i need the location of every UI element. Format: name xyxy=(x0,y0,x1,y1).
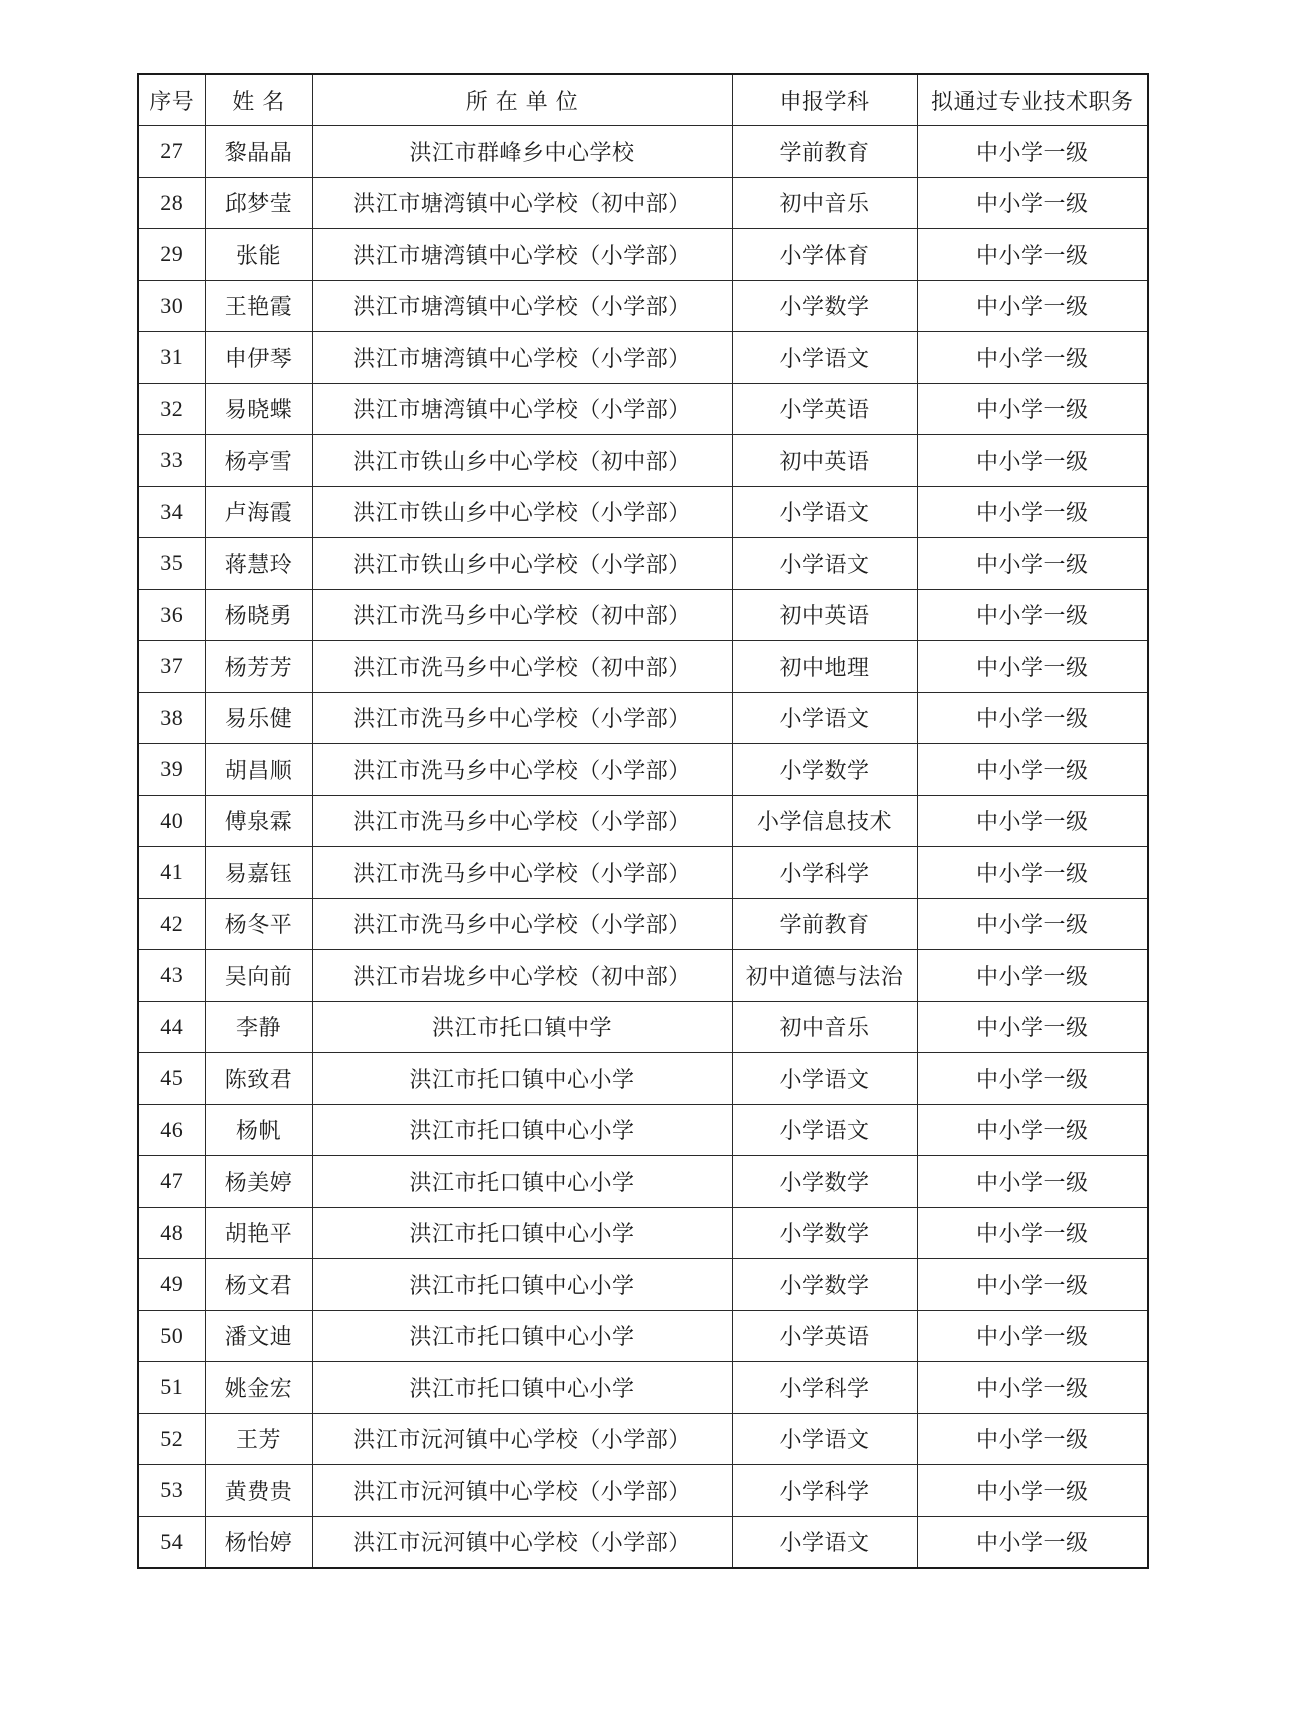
cell-seq: 40 xyxy=(138,795,205,847)
table-row xyxy=(138,1413,1148,1465)
cell-name: 杨芳芳 xyxy=(205,641,312,693)
cell-unit: 洪江市塘湾镇中心学校（小学部） xyxy=(312,383,732,435)
cell-subject: 小学语文 xyxy=(732,1516,917,1568)
cell-unit: 洪江市铁山乡中心学校（小学部） xyxy=(312,486,732,538)
cell-subject: 小学数学 xyxy=(732,1207,917,1259)
cell-name: 陈致君 xyxy=(205,1053,312,1105)
cell-unit: 洪江市铁山乡中心学校（初中部） xyxy=(312,435,732,487)
cell-unit: 洪江市洗马乡中心学校（小学部） xyxy=(312,847,732,899)
cell-seq: 51 xyxy=(138,1362,205,1414)
cell-post: 中小学一级 xyxy=(917,538,1148,590)
cell-subject: 小学英语 xyxy=(732,1310,917,1362)
cell-post: 中小学一级 xyxy=(917,1207,1148,1259)
table-row xyxy=(138,280,1148,332)
cell-subject: 小学语文 xyxy=(732,332,917,384)
table-row xyxy=(138,1156,1148,1208)
cell-seq: 35 xyxy=(138,538,205,590)
table-row xyxy=(138,1001,1148,1053)
table-row xyxy=(138,898,1148,950)
cell-post: 中小学一级 xyxy=(917,383,1148,435)
cell-seq: 43 xyxy=(138,950,205,1002)
cell-name: 杨帆 xyxy=(205,1104,312,1156)
cell-unit: 洪江市塘湾镇中心学校（小学部） xyxy=(312,280,732,332)
cell-post: 中小学一级 xyxy=(917,898,1148,950)
cell-unit: 洪江市托口镇中学 xyxy=(312,1001,732,1053)
cell-name: 易嘉钰 xyxy=(205,847,312,899)
title-approval-table xyxy=(137,73,1149,1569)
cell-unit: 洪江市托口镇中心小学 xyxy=(312,1310,732,1362)
cell-seq: 54 xyxy=(138,1516,205,1568)
table-row xyxy=(138,795,1148,847)
cell-subject: 初中英语 xyxy=(732,435,917,487)
cell-seq: 49 xyxy=(138,1259,205,1311)
cell-unit: 洪江市洗马乡中心学校（小学部） xyxy=(312,744,732,796)
cell-name: 杨美婷 xyxy=(205,1156,312,1208)
cell-post: 中小学一级 xyxy=(917,692,1148,744)
cell-name: 申伊琴 xyxy=(205,332,312,384)
cell-name: 卢海霞 xyxy=(205,486,312,538)
table-row xyxy=(138,1053,1148,1105)
cell-name: 黄费贵 xyxy=(205,1465,312,1517)
cell-unit: 洪江市托口镇中心小学 xyxy=(312,1259,732,1311)
cell-seq: 34 xyxy=(138,486,205,538)
cell-subject: 小学数学 xyxy=(732,280,917,332)
cell-name: 胡艳平 xyxy=(205,1207,312,1259)
cell-seq: 38 xyxy=(138,692,205,744)
cell-unit: 洪江市群峰乡中心学校 xyxy=(312,126,732,178)
cell-subject: 小学数学 xyxy=(732,1259,917,1311)
cell-unit: 洪江市塘湾镇中心学校（小学部） xyxy=(312,229,732,281)
cell-unit: 洪江市托口镇中心小学 xyxy=(312,1362,732,1414)
cell-subject: 初中音乐 xyxy=(732,1001,917,1053)
table-row xyxy=(138,126,1148,178)
cell-seq: 29 xyxy=(138,229,205,281)
table-row xyxy=(138,692,1148,744)
cell-post: 中小学一级 xyxy=(917,589,1148,641)
cell-name: 邱梦莹 xyxy=(205,177,312,229)
cell-seq: 48 xyxy=(138,1207,205,1259)
cell-name: 蒋慧玲 xyxy=(205,538,312,590)
cell-name: 胡昌顺 xyxy=(205,744,312,796)
cell-unit: 洪江市塘湾镇中心学校（初中部） xyxy=(312,177,732,229)
header-name: 姓 名 xyxy=(205,74,312,126)
cell-subject: 小学语文 xyxy=(732,486,917,538)
table-row xyxy=(138,847,1148,899)
cell-seq: 44 xyxy=(138,1001,205,1053)
cell-subject: 小学语文 xyxy=(732,692,917,744)
header-unit: 所 在 单 位 xyxy=(312,74,732,126)
cell-subject: 初中音乐 xyxy=(732,177,917,229)
cell-post: 中小学一级 xyxy=(917,1465,1148,1517)
cell-name: 易乐健 xyxy=(205,692,312,744)
table-row xyxy=(138,1362,1148,1414)
cell-post: 中小学一级 xyxy=(917,126,1148,178)
cell-post: 中小学一级 xyxy=(917,1362,1148,1414)
table-body xyxy=(138,126,1148,1569)
table-row xyxy=(138,950,1148,1002)
cell-seq: 47 xyxy=(138,1156,205,1208)
cell-post: 中小学一级 xyxy=(917,1156,1148,1208)
cell-post: 中小学一级 xyxy=(917,229,1148,281)
cell-post: 中小学一级 xyxy=(917,1516,1148,1568)
table-row xyxy=(138,1310,1148,1362)
cell-post: 中小学一级 xyxy=(917,641,1148,693)
table-row xyxy=(138,744,1148,796)
cell-unit: 洪江市沅河镇中心学校（小学部） xyxy=(312,1516,732,1568)
cell-subject: 小学语文 xyxy=(732,1104,917,1156)
cell-name: 易晓蝶 xyxy=(205,383,312,435)
cell-unit: 洪江市洗马乡中心学校（初中部） xyxy=(312,641,732,693)
header-subject: 申报学科 xyxy=(732,74,917,126)
cell-seq: 52 xyxy=(138,1413,205,1465)
header-seq: 序号 xyxy=(138,74,205,126)
cell-subject: 小学数学 xyxy=(732,1156,917,1208)
cell-post: 中小学一级 xyxy=(917,1310,1148,1362)
cell-subject: 小学信息技术 xyxy=(732,795,917,847)
cell-unit: 洪江市洗马乡中心学校（小学部） xyxy=(312,898,732,950)
cell-subject: 小学语文 xyxy=(732,1413,917,1465)
cell-seq: 53 xyxy=(138,1465,205,1517)
cell-post: 中小学一级 xyxy=(917,950,1148,1002)
cell-unit: 洪江市洗马乡中心学校（小学部） xyxy=(312,795,732,847)
cell-name: 王芳 xyxy=(205,1413,312,1465)
cell-unit: 洪江市沅河镇中心学校（小学部） xyxy=(312,1465,732,1517)
cell-name: 李静 xyxy=(205,1001,312,1053)
cell-seq: 30 xyxy=(138,280,205,332)
cell-seq: 45 xyxy=(138,1053,205,1105)
cell-seq: 28 xyxy=(138,177,205,229)
cell-post: 中小学一级 xyxy=(917,177,1148,229)
cell-post: 中小学一级 xyxy=(917,1259,1148,1311)
cell-seq: 39 xyxy=(138,744,205,796)
cell-subject: 小学科学 xyxy=(732,1362,917,1414)
table-row xyxy=(138,383,1148,435)
cell-subject: 学前教育 xyxy=(732,898,917,950)
cell-name: 黎晶晶 xyxy=(205,126,312,178)
cell-unit: 洪江市托口镇中心小学 xyxy=(312,1156,732,1208)
cell-name: 杨怡婷 xyxy=(205,1516,312,1568)
cell-name: 杨冬平 xyxy=(205,898,312,950)
table-row xyxy=(138,332,1148,384)
cell-name: 王艳霞 xyxy=(205,280,312,332)
cell-subject: 小学科学 xyxy=(732,847,917,899)
table-row xyxy=(138,538,1148,590)
cell-seq: 46 xyxy=(138,1104,205,1156)
cell-seq: 31 xyxy=(138,332,205,384)
cell-name: 吴向前 xyxy=(205,950,312,1002)
table-header xyxy=(138,74,1148,126)
header-post: 拟通过专业技术职务 xyxy=(917,74,1148,126)
cell-seq: 27 xyxy=(138,126,205,178)
cell-seq: 37 xyxy=(138,641,205,693)
header-row xyxy=(138,74,1148,126)
cell-name: 杨亭雪 xyxy=(205,435,312,487)
cell-unit: 洪江市岩垅乡中心学校（初中部） xyxy=(312,950,732,1002)
cell-post: 中小学一级 xyxy=(917,847,1148,899)
cell-subject: 初中道德与法治 xyxy=(732,950,917,1002)
cell-unit: 洪江市沅河镇中心学校（小学部） xyxy=(312,1413,732,1465)
cell-subject: 初中英语 xyxy=(732,589,917,641)
cell-subject: 学前教育 xyxy=(732,126,917,178)
cell-unit: 洪江市塘湾镇中心学校（小学部） xyxy=(312,332,732,384)
table-row xyxy=(138,589,1148,641)
table-row xyxy=(138,1516,1148,1568)
table-row xyxy=(138,435,1148,487)
cell-subject: 小学英语 xyxy=(732,383,917,435)
cell-seq: 33 xyxy=(138,435,205,487)
cell-name: 姚金宏 xyxy=(205,1362,312,1414)
table-row xyxy=(138,229,1148,281)
table-row xyxy=(138,1259,1148,1311)
table-row xyxy=(138,1207,1148,1259)
cell-post: 中小学一级 xyxy=(917,435,1148,487)
cell-post: 中小学一级 xyxy=(917,744,1148,796)
cell-seq: 41 xyxy=(138,847,205,899)
table-row xyxy=(138,1465,1148,1517)
cell-subject: 小学语文 xyxy=(732,1053,917,1105)
cell-name: 杨文君 xyxy=(205,1259,312,1311)
cell-unit: 洪江市洗马乡中心学校（初中部） xyxy=(312,589,732,641)
cell-post: 中小学一级 xyxy=(917,332,1148,384)
cell-post: 中小学一级 xyxy=(917,280,1148,332)
cell-seq: 36 xyxy=(138,589,205,641)
cell-subject: 小学数学 xyxy=(732,744,917,796)
table-row xyxy=(138,641,1148,693)
cell-subject: 初中地理 xyxy=(732,641,917,693)
cell-post: 中小学一级 xyxy=(917,1053,1148,1105)
table-row xyxy=(138,486,1148,538)
cell-name: 潘文迪 xyxy=(205,1310,312,1362)
cell-seq: 42 xyxy=(138,898,205,950)
cell-name: 张能 xyxy=(205,229,312,281)
cell-subject: 小学语文 xyxy=(732,538,917,590)
cell-name: 杨晓勇 xyxy=(205,589,312,641)
table-row xyxy=(138,177,1148,229)
cell-unit: 洪江市托口镇中心小学 xyxy=(312,1104,732,1156)
cell-name: 傅泉霖 xyxy=(205,795,312,847)
cell-subject: 小学科学 xyxy=(732,1465,917,1517)
cell-post: 中小学一级 xyxy=(917,795,1148,847)
cell-subject: 小学体育 xyxy=(732,229,917,281)
cell-post: 中小学一级 xyxy=(917,486,1148,538)
cell-seq: 50 xyxy=(138,1310,205,1362)
cell-unit: 洪江市托口镇中心小学 xyxy=(312,1207,732,1259)
cell-unit: 洪江市托口镇中心小学 xyxy=(312,1053,732,1105)
cell-post: 中小学一级 xyxy=(917,1104,1148,1156)
cell-unit: 洪江市铁山乡中心学校（小学部） xyxy=(312,538,732,590)
cell-unit: 洪江市洗马乡中心学校（小学部） xyxy=(312,692,732,744)
cell-post: 中小学一级 xyxy=(917,1413,1148,1465)
table-row xyxy=(138,1104,1148,1156)
cell-post: 中小学一级 xyxy=(917,1001,1148,1053)
cell-seq: 32 xyxy=(138,383,205,435)
